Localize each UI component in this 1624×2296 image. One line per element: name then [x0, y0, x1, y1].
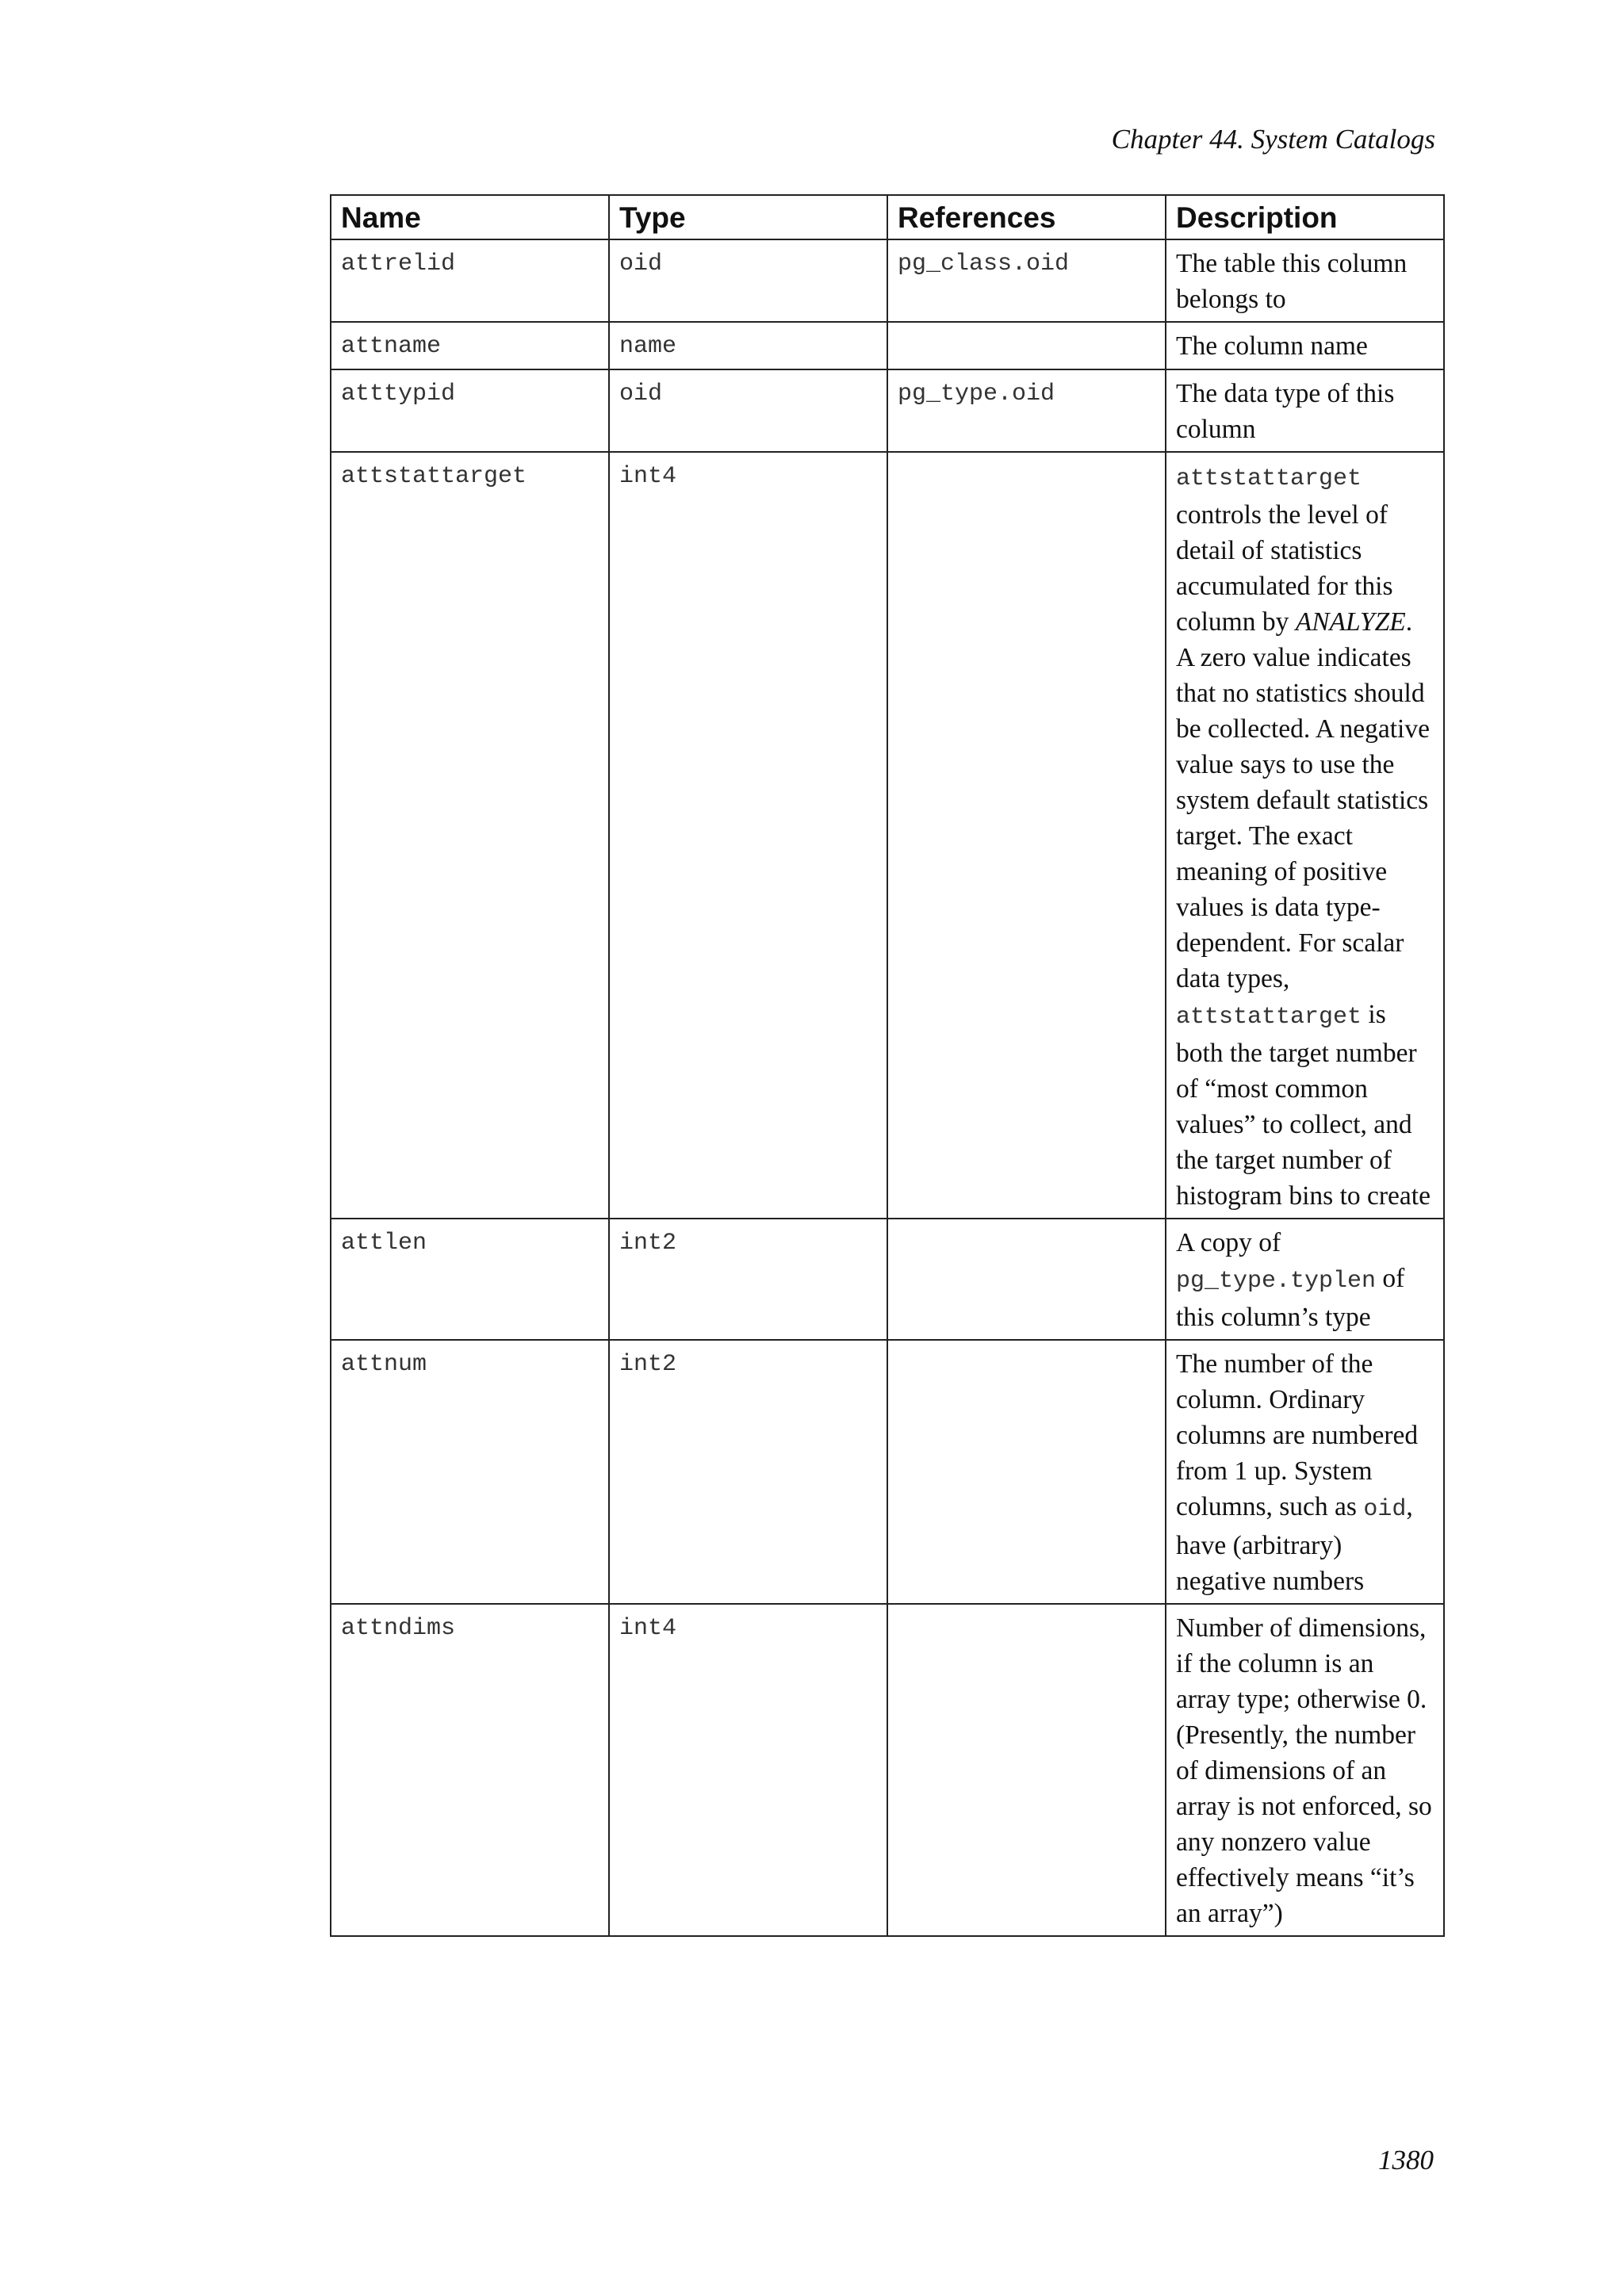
table-row	[331, 369, 1444, 452]
table-row	[331, 1604, 1444, 1936]
page-number: 1380	[1378, 2145, 1434, 2175]
row-description	[1166, 452, 1444, 1219]
row-name: attrelid	[331, 239, 609, 322]
description-text: A copy of	[1176, 1228, 1281, 1257]
row-description	[1166, 1219, 1444, 1340]
row-name: atttypid	[331, 369, 609, 452]
table-row	[331, 1219, 1444, 1340]
description-code: attstattarget	[1176, 465, 1362, 492]
row-references: pg_type.oid	[887, 369, 1166, 452]
row-description: Number of dimensions, if the column is an array type; otherwise 0. (Presently, the number of dimensions of an array is not enforced, so any nonzero value effectively means “it’s an array”)	[1166, 1604, 1444, 1936]
row-description: The data type of this column	[1166, 369, 1444, 452]
description-text: . A zero value indicates that no statistics should be collected. A negative value says to use the system default statistics target. The exact meaning of positive values is data type-dependent. For scalar data types,	[1176, 607, 1430, 993]
row-type: int2	[609, 1219, 887, 1340]
row-type: oid	[609, 369, 887, 452]
row-type: name	[609, 322, 887, 369]
row-type: oid	[609, 239, 887, 322]
description-text: , have (arbitrary) negative numbers	[1176, 1492, 1413, 1596]
description-emphasis: ANALYZE	[1295, 607, 1406, 637]
column-header-type: Type	[609, 195, 887, 239]
row-references	[887, 322, 1166, 369]
running-header: Chapter 44. System Catalogs	[1111, 124, 1435, 155]
description-text: The number of the column. Ordinary columns are numbered from 1 up. System columns, such as	[1176, 1349, 1419, 1521]
description-code: attstattarget	[1176, 1004, 1362, 1031]
row-type: int4	[609, 1604, 887, 1936]
row-references: pg_class.oid	[887, 239, 1166, 322]
column-header-description: Description	[1166, 195, 1444, 239]
table-row	[331, 322, 1444, 369]
description-text: is both the target number of “most common values” to collect, and the target number of histogram bins to create	[1176, 1000, 1431, 1211]
table-row	[331, 452, 1444, 1219]
description-code: pg_type.typlen	[1176, 1268, 1377, 1295]
row-description: The table this column belongs to	[1166, 239, 1444, 322]
description-text: of this column’s type	[1176, 1264, 1405, 1332]
column-header-references: References	[887, 195, 1166, 239]
catalog-table	[330, 194, 1445, 1937]
row-name: attstattarget	[331, 452, 609, 1219]
row-name: attndims	[331, 1604, 609, 1936]
row-type: int4	[609, 452, 887, 1219]
row-description: The column name	[1166, 322, 1444, 369]
table-header-row	[331, 195, 1444, 239]
description-code: oid	[1363, 1496, 1407, 1523]
row-name: attname	[331, 322, 609, 369]
table-row	[331, 239, 1444, 322]
row-references	[887, 1340, 1166, 1604]
row-references	[887, 452, 1166, 1219]
table-row	[331, 1340, 1444, 1604]
row-references	[887, 1219, 1166, 1340]
column-header-name: Name	[331, 195, 609, 239]
row-references	[887, 1604, 1166, 1936]
row-name: attlen	[331, 1219, 609, 1340]
row-type: int2	[609, 1340, 887, 1604]
row-description	[1166, 1340, 1444, 1604]
row-name: attnum	[331, 1340, 609, 1604]
description-text: controls the level of detail of statistics accumulated for this column by	[1176, 500, 1393, 637]
